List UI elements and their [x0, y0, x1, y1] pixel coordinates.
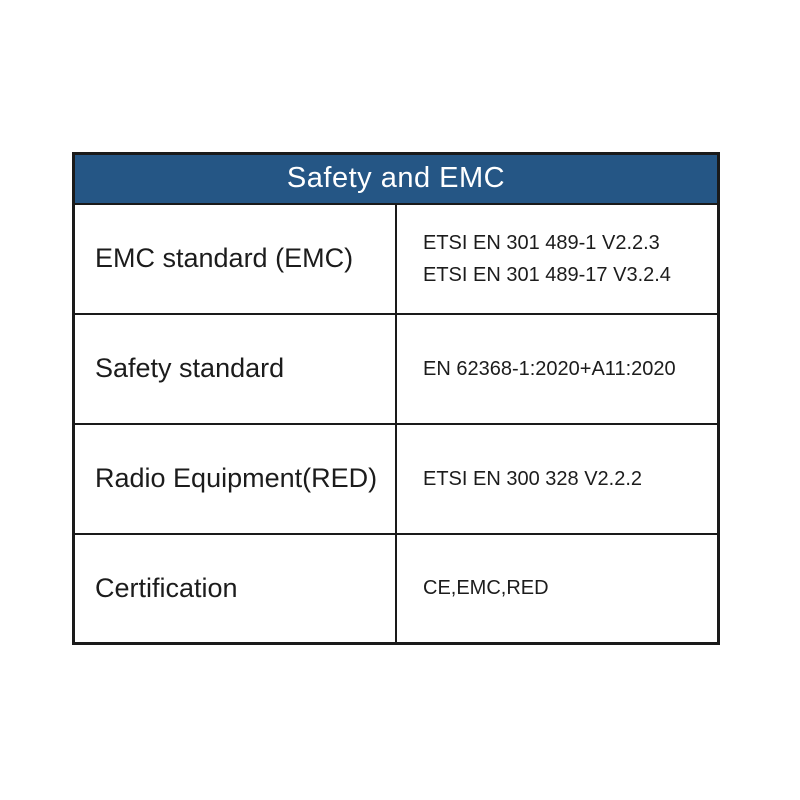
row-label-radio-equipment: Radio Equipment(RED)	[74, 424, 397, 534]
table-row	[74, 314, 719, 424]
value-line: ETSI EN 300 328 V2.2.2	[423, 467, 643, 490]
row-value-emc-standard	[396, 204, 719, 314]
value-line: ETSI EN 301 489-1 V2.2.3	[423, 231, 660, 254]
row-label-safety-standard: Safety standard	[74, 314, 397, 424]
value-line: CE,EMC,RED	[423, 577, 549, 600]
table-row	[74, 204, 719, 314]
table-title: Safety and EMC	[74, 154, 719, 204]
table-header-row	[74, 154, 719, 204]
value-line: ETSI EN 301 489-17 V3.2.4	[423, 263, 671, 286]
row-value-safety-standard	[396, 314, 719, 424]
row-label-emc-standard: EMC standard (EMC)	[74, 204, 397, 314]
row-value-radio-equipment	[396, 424, 719, 534]
table-row	[74, 534, 719, 644]
safety-emc-table	[72, 152, 720, 645]
table-row	[74, 424, 719, 534]
value-line: EN 62368-1:2020+A11:2020	[423, 357, 676, 380]
row-value-certification	[396, 534, 719, 644]
row-label-certification: Certification	[74, 534, 397, 644]
